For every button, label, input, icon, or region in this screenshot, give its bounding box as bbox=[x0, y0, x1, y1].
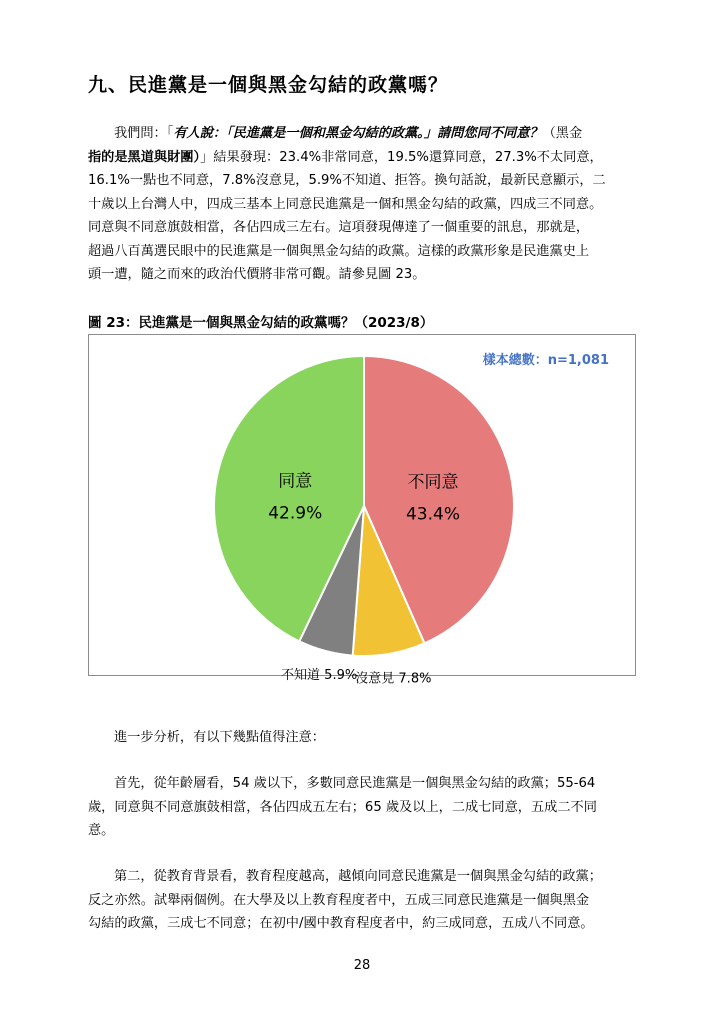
slice-label-3: 不知道 5.9% bbox=[281, 668, 358, 684]
sample-size-note: 樣本總數：n=1,081 bbox=[482, 353, 609, 368]
intro-line-1 bbox=[88, 122, 640, 146]
page-number: 28 bbox=[353, 958, 371, 973]
analysis-p2-line-1: 第二，從教育背景看，教育程度越高，越傾向同意民進黨是一個與黑金勾結的政黨； bbox=[114, 869, 602, 884]
analysis-paragraph-2 bbox=[88, 865, 640, 936]
survey-question: 有人說：「民進黨是一個和黑金勾結的政黨。」請問您同不同意？ bbox=[173, 126, 543, 141]
figure-caption: 圖 23：民進黨是一個與黑金勾結的政黨嗎？（2023/8） bbox=[88, 315, 434, 331]
intro-line-4: 十歲以上台灣人中，四成三基本上同意民進黨是一個和黑金勾結的政黨，四成三不同意。 bbox=[88, 196, 603, 212]
question-note: 指的是黑道與財團） bbox=[88, 149, 201, 165]
analysis-lead bbox=[88, 726, 640, 750]
intro-line-3: 16.1%一點也不同意，7.8%沒意見，5.9%不知道、拒答。換句話說，最新民意顯示，二 bbox=[88, 173, 606, 188]
text-span: 我們問：「 bbox=[114, 126, 174, 141]
intro-line-5: 同意與不同意旗鼓相當，各佔四成三左右。這項發現傳達了一個重要的訊息，那就是， bbox=[88, 220, 590, 235]
slice-value-1: 43.4% bbox=[405, 504, 460, 525]
slice-label-1: 不同意 bbox=[407, 472, 459, 493]
analysis-p1-line-2: 歲，同意與不同意旗鼓相當，各佔四成五左右；65 歲及以上，二成七同意，五成二不同 bbox=[88, 799, 597, 815]
analysis-paragraph-1 bbox=[88, 772, 640, 843]
intro-line-2 bbox=[88, 146, 640, 170]
analysis-p2-line-3: 勾結的政黨，三成七不同意；在初中/國中教育程度者中，約三成同意，五成八不同意。 bbox=[88, 916, 594, 931]
analysis-p1-line-3: 意。 bbox=[88, 823, 115, 838]
text-span: （黑金 bbox=[542, 126, 583, 141]
pie-chart bbox=[89, 335, 637, 687]
slice-label-4: 同意 bbox=[278, 471, 313, 492]
section-title: 九、民進黨是一個與黑金勾結的政黨嗎？ bbox=[88, 74, 449, 96]
text-span: 」結果發現：23.4%非常同意，19.5%還算同意，27.3%不太同意， bbox=[200, 149, 603, 165]
analysis-p2-line-2: 反之亦然。試舉兩個例。在大學及以上教育程度者中，五成三同意民進黨是一個與黑金 bbox=[88, 892, 590, 908]
intro-paragraph bbox=[88, 122, 640, 287]
analysis-p1-line-1: 首先，從年齡層看，54 歲以下，多數同意民進黨是一個與黑金勾結的政黨；55-64 bbox=[114, 776, 596, 791]
figure-frame bbox=[88, 334, 636, 687]
slice-label-2: 沒意見 7.8% bbox=[355, 671, 432, 687]
intro-line-6: 超過八百萬選民眼中的民進黨是一個與黑金勾結的政黨。這樣的政黨形象是民進黨史上 bbox=[88, 243, 590, 259]
analysis-lead-line: 進一步分析，有以下幾點值得注意： bbox=[114, 730, 325, 745]
slice-value-4: 42.9% bbox=[268, 503, 323, 524]
intro-line-7: 頭一遭，隨之而來的政治代價將非常可觀。請參見圖 23。 bbox=[88, 267, 426, 282]
